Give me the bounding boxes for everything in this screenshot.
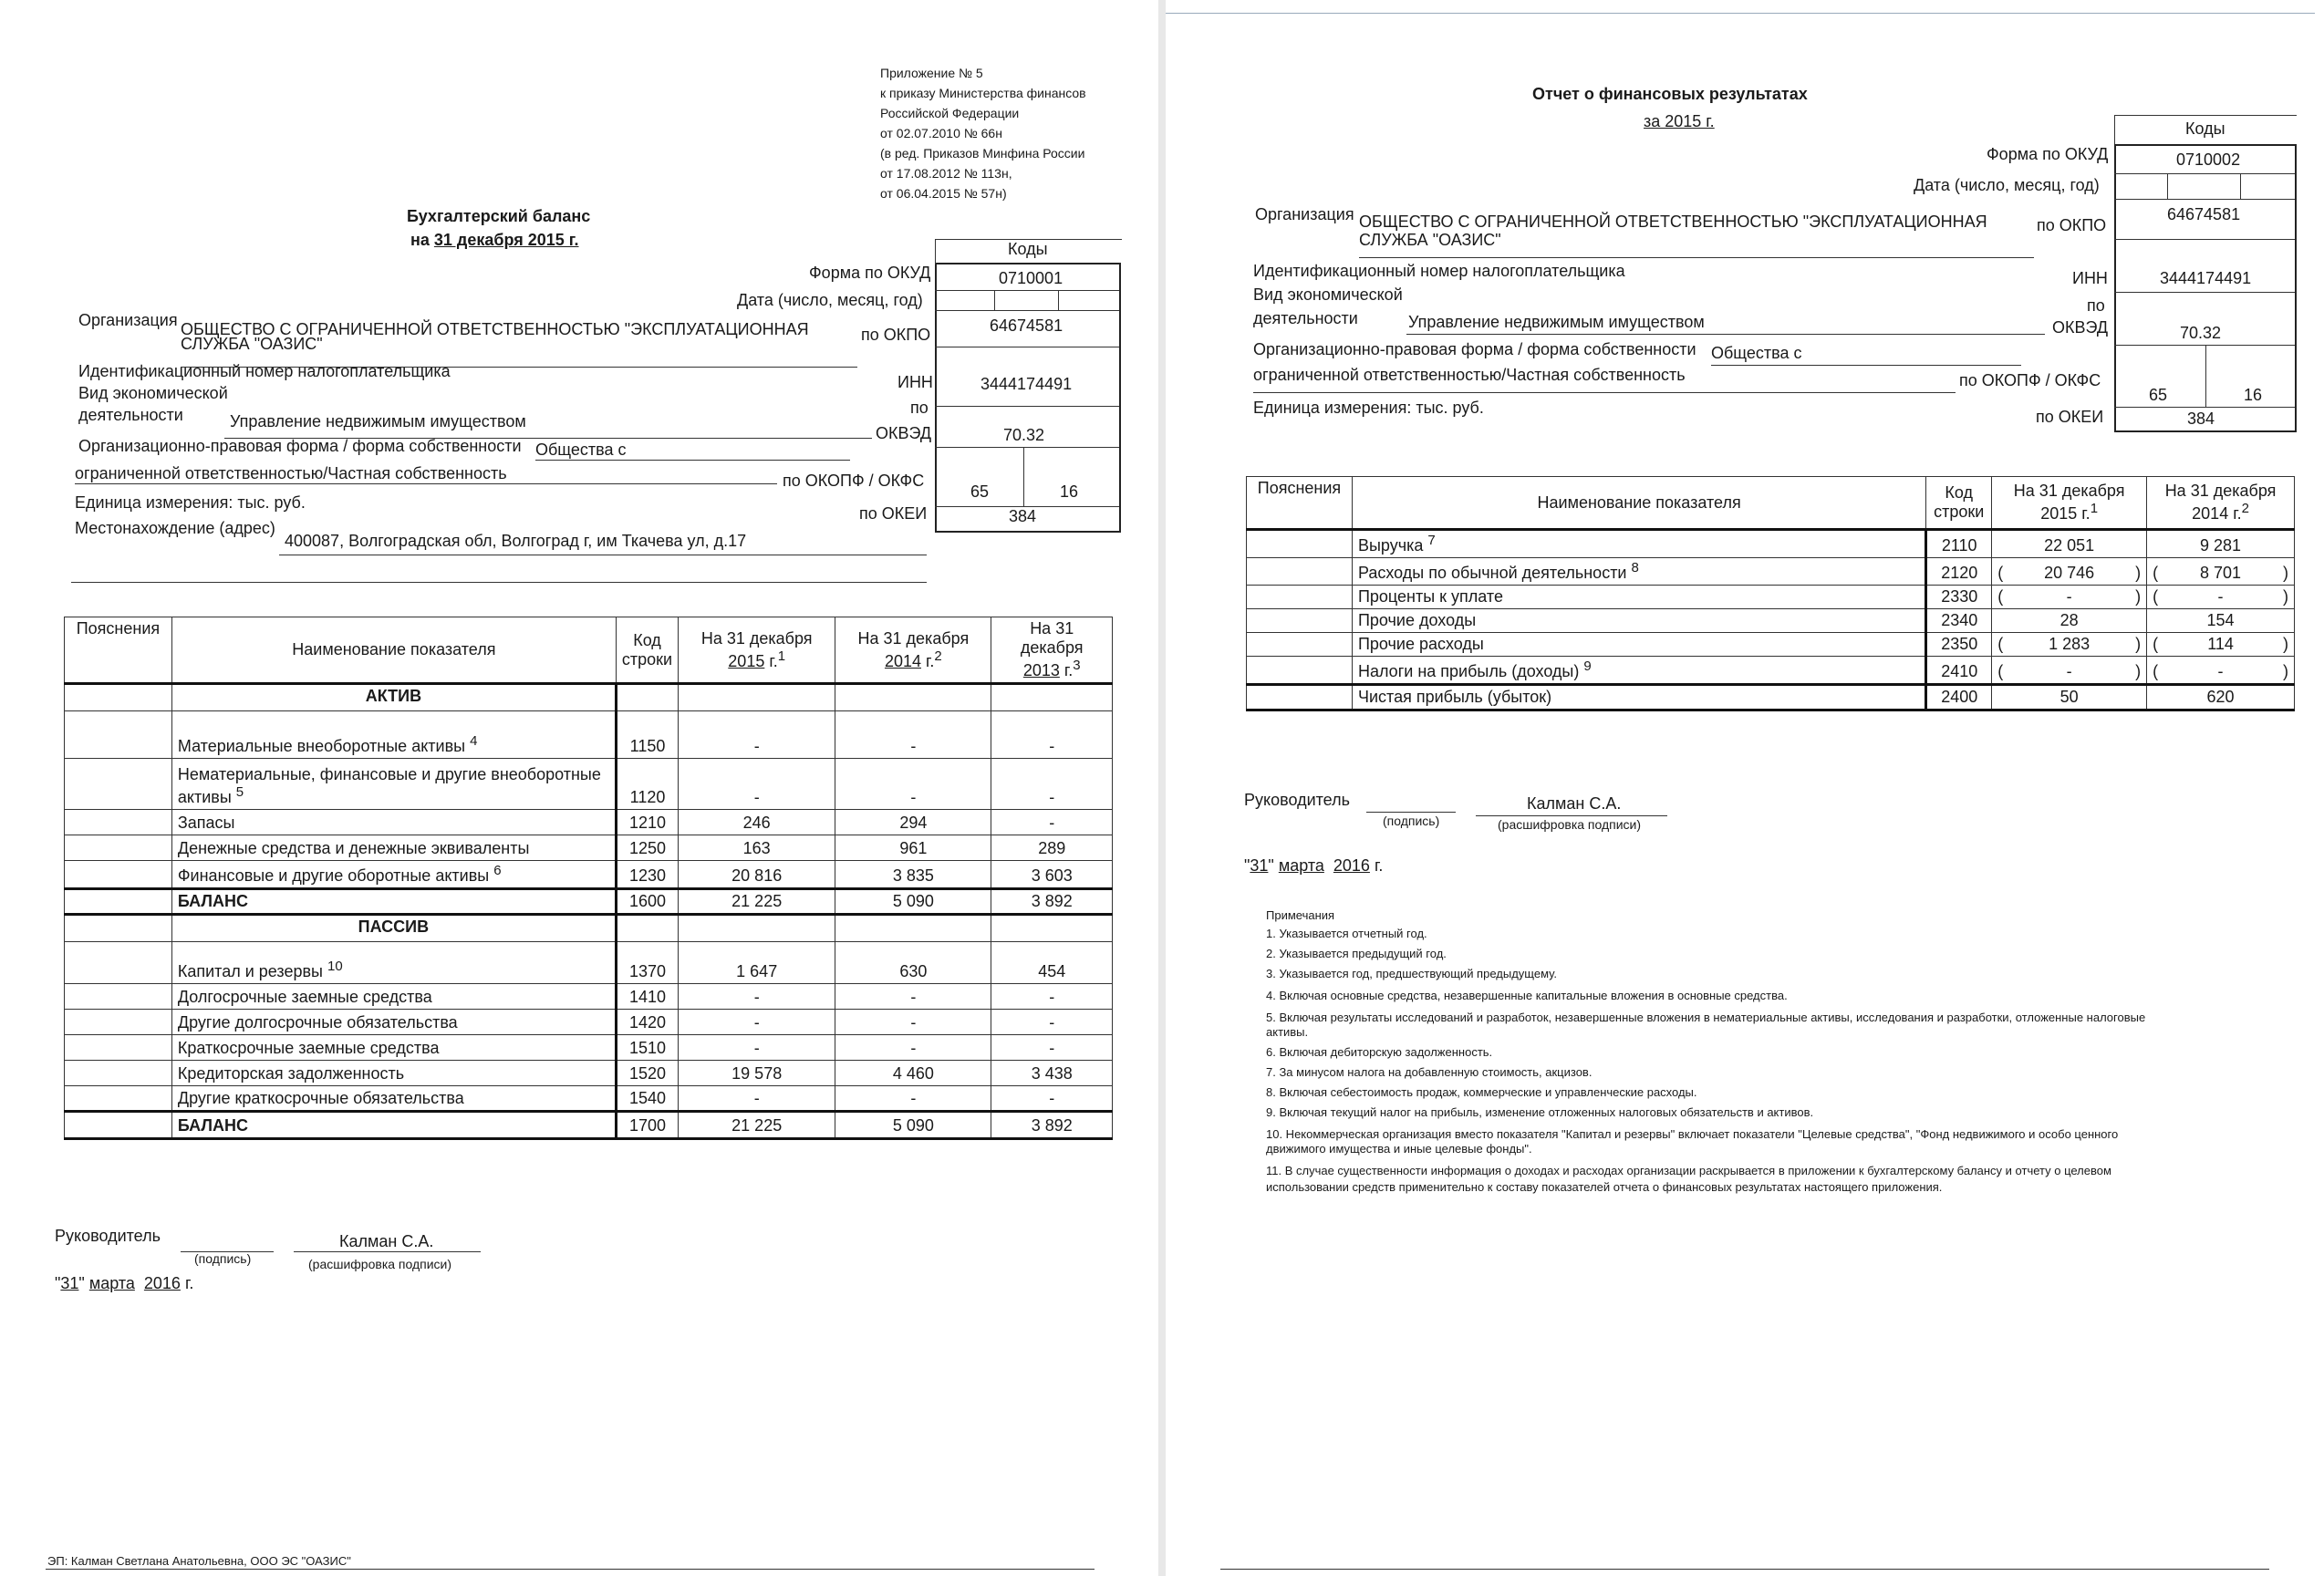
okei-value: 384 [2187,410,2215,428]
row-name-text: Выручка [1357,536,1424,555]
paren-close: ) [2283,564,2288,582]
row-value-2014 [2147,558,2295,586]
table-row [65,810,1113,835]
okud-value: 0710002 [2176,150,2241,169]
value-text: - [2066,662,2072,680]
value-text: - [2066,587,2072,606]
table-row [65,984,1113,1010]
okpo-label: по ОКПО [861,326,931,344]
col-2014-suffix: г. [926,651,935,670]
row-name: Проценты к уплате [1352,586,1925,609]
legal-form-value-1: Общества с [535,441,627,459]
table-row [65,835,1113,861]
row-code: 2400 [1926,685,1992,710]
row-value-2014: - [835,759,991,810]
footnote-ref: 1 [2090,501,2099,516]
table-row [65,942,1113,984]
paren-close: ) [2135,564,2142,582]
row-value-2014: 294 [835,810,991,835]
row-name: БАЛАНС [171,1112,616,1139]
table-row [65,1010,1113,1035]
paren-open: ( [2153,635,2159,653]
row-value-2014 [2147,657,2295,685]
col-2015-header [1992,477,2147,530]
row-value-2015: 1 647 [679,942,835,984]
balance-row-aktiv [65,889,1113,915]
head-label: Руководитель [1244,791,1350,809]
note-item: 10. Некоммерческая организация вместо показателя "Капитал и резервы" включает показатели "Целевые средства", "Фонд недвижимого и особо ценного [1266,1127,2119,1141]
col-2015-header-1: На 31 декабря [700,628,813,648]
row-name-text: Материальные внеоборотные активы [177,737,466,755]
activity-label-1: Вид экономической [1253,285,1403,304]
row-value-2015: - [679,711,835,759]
row-value-2013: - [991,1086,1113,1112]
row-value-2013: - [991,984,1113,1010]
sign-caption: (подпись) [1383,814,1440,828]
subtitle-date: 31 декабря 2015 г. [433,231,579,249]
row-value-2014: - [835,1086,991,1112]
col-2015-year: 2015 [728,651,765,670]
col-2014-header-1: На 31 декабря [857,628,970,648]
table-row [65,1035,1113,1061]
row-name-text: Налоги на прибыль (доходы) [1357,662,1580,680]
income-statement-page [1166,0,2324,1576]
note-item: 5. Включая результаты исследований и разработок, незавершенные вложения в нематериальные активы, исследования и разработки, отложенные налоговые [1266,1011,2146,1024]
row-name [1352,558,1925,586]
row-code: 1600 [616,889,678,915]
row-name: БАЛАНС [171,889,616,915]
okopf-label: по ОКОПФ / ОКФС [783,472,925,490]
row-value-2013: 454 [991,942,1113,984]
table-row [1247,633,2295,657]
row-value-2015 [1992,586,2147,609]
row-code: 1370 [616,942,678,984]
okpo-value: 64674581 [2167,205,2241,223]
row-value-2014: - [835,1035,991,1061]
value-text: 1 283 [2049,635,2091,653]
date-label: Дата (число, месяц, год) [737,291,923,309]
okved-label-1: по [910,399,929,417]
page-subtitle: за 2015 г. [1644,112,1715,130]
org-label: Организация [78,311,178,329]
results-table [1246,476,2295,711]
table-row [1247,609,2295,633]
row-code: 1230 [616,861,678,889]
value-text: 8 701 [2200,564,2242,582]
col-2013-header [991,617,1113,684]
row-value-2014: 9 281 [2147,530,2295,558]
row-value-2014: 630 [835,942,991,984]
row-name-text: Нематериальные, финансовые и другие внеоборотные активы [177,765,601,806]
subtitle-prefix: на [410,231,430,249]
okopf-value: 65 [970,482,990,501]
row-value-2014: 4 460 [835,1061,991,1086]
row-value-2014: 154 [2147,609,2295,633]
row-value-2013: 289 [991,835,1113,861]
row-value-2013: 3 603 [991,861,1113,889]
row-value-2013: 3 438 [991,1061,1113,1086]
appendix-line: (в ред. Приказов Минфина России [880,146,1085,161]
paren-open: ( [1997,564,2004,582]
row-value-2015: - [679,1086,835,1112]
balance-sheet-page [0,0,1158,1576]
row-name [171,861,616,889]
okved-label-2: ОКВЭД [2052,318,2109,337]
row-value-2015: 21 225 [679,889,835,915]
row-value-2015: 50 [1992,685,2147,710]
address-label: Местонахождение (адрес) [75,519,275,537]
note-item: 2. Указывается предыдущий год. [1266,947,1447,960]
inn-value: 3444174491 [980,375,1073,393]
date-year: 2016 [1333,856,1370,875]
row-value-2013: - [991,1010,1113,1035]
footnote-ref: 4 [470,733,478,749]
paren-close: ) [2135,662,2142,680]
head-name: Калман С.А. [339,1232,434,1250]
decode-caption: (расшифровка подписи) [308,1257,452,1271]
row-value-2015: - [679,1035,835,1061]
col-name-header: Наименование показателя [1352,477,1925,530]
balance-row-passiv [65,1112,1113,1139]
row-value-2013: - [991,711,1113,759]
footnote-ref: 1 [777,648,786,664]
col-2013-year: 2013 [1022,661,1060,679]
row-name: Другие долгосрочные обязательства [171,1010,616,1035]
row-value-2015: 246 [679,810,835,835]
address-value: 400087, Волгоградская обл, Волгоград г, им Ткачева ул, д.17 [285,532,747,550]
col-2015-header [679,617,835,684]
value-text: 20 746 [2044,564,2095,582]
footnote-ref: 9 [1583,658,1592,674]
row-name: Прочие расходы [1352,633,1925,657]
table-row [65,711,1113,759]
row-value-2015: 163 [679,835,835,861]
sign-date: "31" марта 2016 г. [55,1274,194,1292]
code-header-2: строки [1934,503,1985,521]
row-value-2014 [2147,633,2295,657]
row-code: 1420 [616,1010,678,1035]
org-label: Организация [1255,205,1354,223]
row-value-2014 [2147,586,2295,609]
okfs-value: 16 [1060,482,1079,501]
paren-open: ( [1997,635,2004,653]
row-value-2015: 28 [1992,609,2147,633]
page-title: Отчет о финансовых результатах [1532,85,1808,103]
row-name [171,711,616,759]
footnote-ref: 5 [235,784,244,800]
value-text: 114 [2207,635,2234,653]
row-name: Долгосрочные заемные средства [171,984,616,1010]
section-aktiv: АКТИВ [171,684,616,711]
row-code: 2120 [1926,558,1992,586]
table-row [1247,530,2295,558]
note-item: 11. В случае существенности информация о доходах и расходах организации раскрывается в приложении к бухгалтерскому балансу и отчету о целевом [1266,1164,2111,1177]
activity-value: Управление недвижимым имуществом [1408,313,1705,331]
row-name-text: Финансовые и другие оборотные активы [177,866,490,885]
legal-form-value-2: ограниченной ответственностью/Частная собственность [1253,366,1686,384]
org-name-line-1: ОБЩЕСТВО С ОГРАНИЧЕННОЙ ОТВЕТСТВЕННОСТЬЮ "ЭКСПЛУАТАЦИОННАЯ [181,320,809,338]
legal-form-value-1: Общества с [1711,344,1802,362]
col-2013-header-1: На 31 декабря [1020,619,1084,657]
table-row [65,861,1113,889]
sign-date: "31" марта 2016 г. [1244,856,1384,875]
note-item: 6. Включая дебиторскую задолженность. [1266,1045,1493,1059]
row-code: 2330 [1926,586,1992,609]
row-value-2014: - [835,711,991,759]
paren-open: ( [2153,564,2159,582]
row-name-text: Капитал и резервы [177,962,323,980]
footer-ep: ЭП: Калман Светлана Анатольевна, ООО ЭС "ОАЗИС" [47,1554,351,1568]
col-2013-suffix: г. [1063,661,1074,679]
row-name [171,759,616,810]
inn-text: Идентификационный номер налогоплательщика [78,362,451,380]
footnote-ref: 7 [1427,533,1436,548]
row-value-2015: 19 578 [679,1061,835,1086]
codes-header: Коды [2185,119,2225,138]
footnote-ref: 3 [1073,658,1081,673]
section-passiv: ПАССИВ [171,915,616,942]
table-row [65,1086,1113,1112]
date-month: марта [1278,856,1324,875]
row-code: 2350 [1926,633,1992,657]
row-value-2014: 3 835 [835,861,991,889]
row-code: 1120 [616,759,678,810]
code-header-1: Код [1945,483,1974,502]
page-subtitle [410,230,579,250]
col-code-header [1926,477,1992,530]
row-code: 2340 [1926,609,1992,633]
row-code: 1700 [616,1112,678,1139]
row-value-2015: 22 051 [1992,530,2147,558]
appendix-line: от 06.04.2015 № 57н) [880,186,1007,201]
row-value-2015 [1992,558,2147,586]
appendix-line: к приказу Министерства финансов [880,86,1086,100]
row-value-2013: 3 892 [991,1112,1113,1139]
col-2014-header [835,617,991,684]
unit-label: Единица измерения: тыс. руб. [1253,399,1484,417]
table-row [65,759,1113,810]
okei-label: по ОКЕИ [2036,408,2104,426]
unit-label: Единица измерения: тыс. руб. [75,493,306,512]
okved-label-1: по [2087,296,2105,315]
row-code: 1210 [616,810,678,835]
okved-label-2: ОКВЭД [876,424,932,442]
okud-value: 0710001 [999,269,1063,287]
paren-close: ) [2282,662,2288,680]
row-value-2013: - [991,1035,1113,1061]
inn-label: ИНН [897,373,933,391]
legal-form-value-2: ограниченной ответственностью/Частная собственность [75,464,507,482]
row-value-2014: - [835,984,991,1010]
head-name: Калман С.А. [1527,794,1622,813]
row-name: Запасы [171,810,616,835]
col-2014-year: 2014 г. [2192,504,2242,523]
row-value-2014: 5 090 [835,889,991,915]
col-2015-year: 2015 г. [2040,504,2091,523]
col-2015-header-1: На 31 декабря [2013,482,2125,500]
okpo-label: по ОКПО [2037,216,2107,234]
row-value-2015: 21 225 [679,1112,835,1139]
row-code: 1150 [616,711,678,759]
head-label: Руководитель [55,1227,161,1245]
note-item: 8. Включая себестоимость продаж, коммерческие и управленческие расходы. [1266,1085,1697,1099]
org-name-line-1: ОБЩЕСТВО С ОГРАНИЧЕННОЙ ОТВЕТСТВЕННОСТЬЮ "ЭКСПЛУАТАЦИОННАЯ [1359,213,1987,231]
page-title: Бухгалтерский баланс [407,207,591,225]
row-value-2013: - [991,810,1113,835]
note-item: 4. Включая основные средства, незавершенные капитальные вложения в основные средства. [1266,989,1788,1002]
date-day: 31 [60,1274,79,1292]
table-row [1247,657,2295,685]
footnote-ref: 2 [934,648,942,664]
row-code: 1410 [616,984,678,1010]
paren-close: ) [2135,587,2142,606]
row-code: 1520 [616,1061,678,1086]
appendix-line: от 17.08.2012 № 113н, [880,166,1012,181]
page-gutter [1158,0,1166,1576]
row-name-text: Расходы по обычной деятельности [1357,564,1627,582]
paren-close: ) [2283,635,2288,653]
col-notes-header: Пояснения [65,617,172,684]
org-name-line-2: СЛУЖБА "ОАЗИС" [1359,231,1501,249]
okpo-value: 64674581 [990,316,1063,335]
note-item: 9. Включая текущий налог на прибыль, изменение отложенных налоговых обязательств и активов. [1266,1105,1814,1119]
appendix-line: от 02.07.2010 № 66н [880,126,1002,140]
net-profit-row [1247,685,2295,710]
row-code: 1250 [616,835,678,861]
okfs-value: 16 [2244,386,2263,404]
balance-table [64,617,1113,1140]
row-name: Чистая прибыль (убыток) [1352,685,1925,710]
codes-box [935,263,1121,533]
table-row [1247,558,2295,586]
footnote-ref: 8 [1631,560,1639,575]
row-value-2015 [1992,657,2147,685]
footnote-ref: 10 [327,959,343,974]
row-name: Прочие доходы [1352,609,1925,633]
table-row [65,1061,1113,1086]
codes-header: Коды [1008,240,1048,258]
row-value-2015: - [679,1010,835,1035]
row-name [1352,657,1925,685]
row-name: Другие краткосрочные обязательства [171,1086,616,1112]
row-name [1352,530,1925,558]
note-item: использовании средств применительно к составу показателей отчета о финансовых результатах настоящего приложения. [1266,1180,1943,1194]
code-header-2: строки [621,649,673,669]
paren-close: ) [2282,587,2288,606]
inn-label: ИНН [2072,269,2108,287]
okud-label: Форма по ОКУД [1987,145,2109,163]
activity-label-1: Вид экономической [78,384,228,402]
row-code: 2110 [1926,530,1992,558]
value-text: - [2217,587,2224,606]
row-name: Краткосрочные заемные средства [171,1035,616,1061]
legal-form-label: Организационно-правовая форма / форма собственности [1253,340,1696,358]
date-year: 2016 [143,1274,181,1292]
row-value-2015 [1992,633,2147,657]
note-item: активы. [1266,1025,1309,1039]
row-code: 1540 [616,1086,678,1112]
activity-value: Управление недвижимым имуществом [230,412,526,430]
okud-label: Форма по ОКУД [809,264,931,282]
row-name: Кредиторская задолженность [171,1061,616,1086]
appendix-line: Российской Федерации [880,106,1020,120]
note-item: 7. За минусом налога на добавленную стоимость, акцизов. [1266,1065,1593,1079]
notes-title: Примечания [1266,908,1335,922]
date-label: Дата (число, месяц, год) [1914,176,2100,194]
row-value-2014: 961 [835,835,991,861]
inn-text: Идентификационный номер налогоплательщика [1253,262,1625,280]
paren-open: ( [1997,587,2004,606]
col-2014-header [2147,477,2295,530]
okved-value: 70.32 [2180,324,2222,342]
okopf-label: по ОКОПФ / ОКФС [1959,371,2101,389]
row-value-2013: - [991,759,1113,810]
activity-label-2: деятельности [78,406,183,424]
col-2014-year: 2014 [884,651,921,670]
row-value-2015: - [679,759,835,810]
value-text: - [2217,662,2224,680]
sign-caption: (подпись) [194,1251,252,1266]
org-name-line-2: СЛУЖБА "ОАЗИС" [181,335,323,353]
date-month: марта [88,1274,135,1292]
footnote-ref: 6 [493,863,502,878]
date-suffix: г. [1374,856,1384,875]
appendix-line: Приложение № 5 [880,66,983,80]
okei-label: по ОКЕИ [859,504,928,523]
note-item: 3. Указывается год, предшествующий предыдущему. [1266,967,1557,980]
okved-value: 70.32 [1003,426,1045,444]
paren-open: ( [2153,662,2159,680]
date-suffix: г. [184,1274,194,1292]
note-item: движимого имущества и иные целевые фонды". [1266,1142,1532,1156]
okei-value: 384 [1009,507,1037,525]
row-code: 1510 [616,1035,678,1061]
col-code-header [616,617,678,684]
date-day: 31 [1250,856,1269,875]
col-name-header: Наименование показателя [171,617,616,684]
row-value-2015: 20 816 [679,861,835,889]
row-name: Денежные средства и денежные эквиваленты [171,835,616,861]
code-header-1: Код [633,630,661,649]
row-name [171,942,616,984]
row-value-2013: 3 892 [991,889,1113,915]
footnote-ref: 2 [2241,501,2249,516]
col-2015-suffix: г. [769,651,778,670]
col-2014-header-1: На 31 декабря [2164,482,2277,500]
note-item: 1. Указывается отчетный год. [1266,927,1427,940]
paren-open: ( [1997,662,2004,680]
table-row [1247,586,2295,609]
row-value-2014: - [835,1010,991,1035]
activity-label-2: деятельности [1253,309,1358,327]
row-value-2015: - [679,984,835,1010]
legal-form-label: Организационно-правовая форма / форма собственности [78,437,522,455]
paren-close: ) [2135,635,2142,653]
okopf-value: 65 [2149,386,2168,404]
row-value-2014: 620 [2147,685,2295,710]
inn-value: 3444174491 [2160,269,2252,287]
row-code: 2410 [1926,657,1992,685]
row-value-2014: 5 090 [835,1112,991,1139]
decode-caption: (расшифровка подписи) [1498,817,1642,832]
paren-open: ( [2153,587,2159,606]
col-notes-header: Пояснения [1247,477,1353,530]
